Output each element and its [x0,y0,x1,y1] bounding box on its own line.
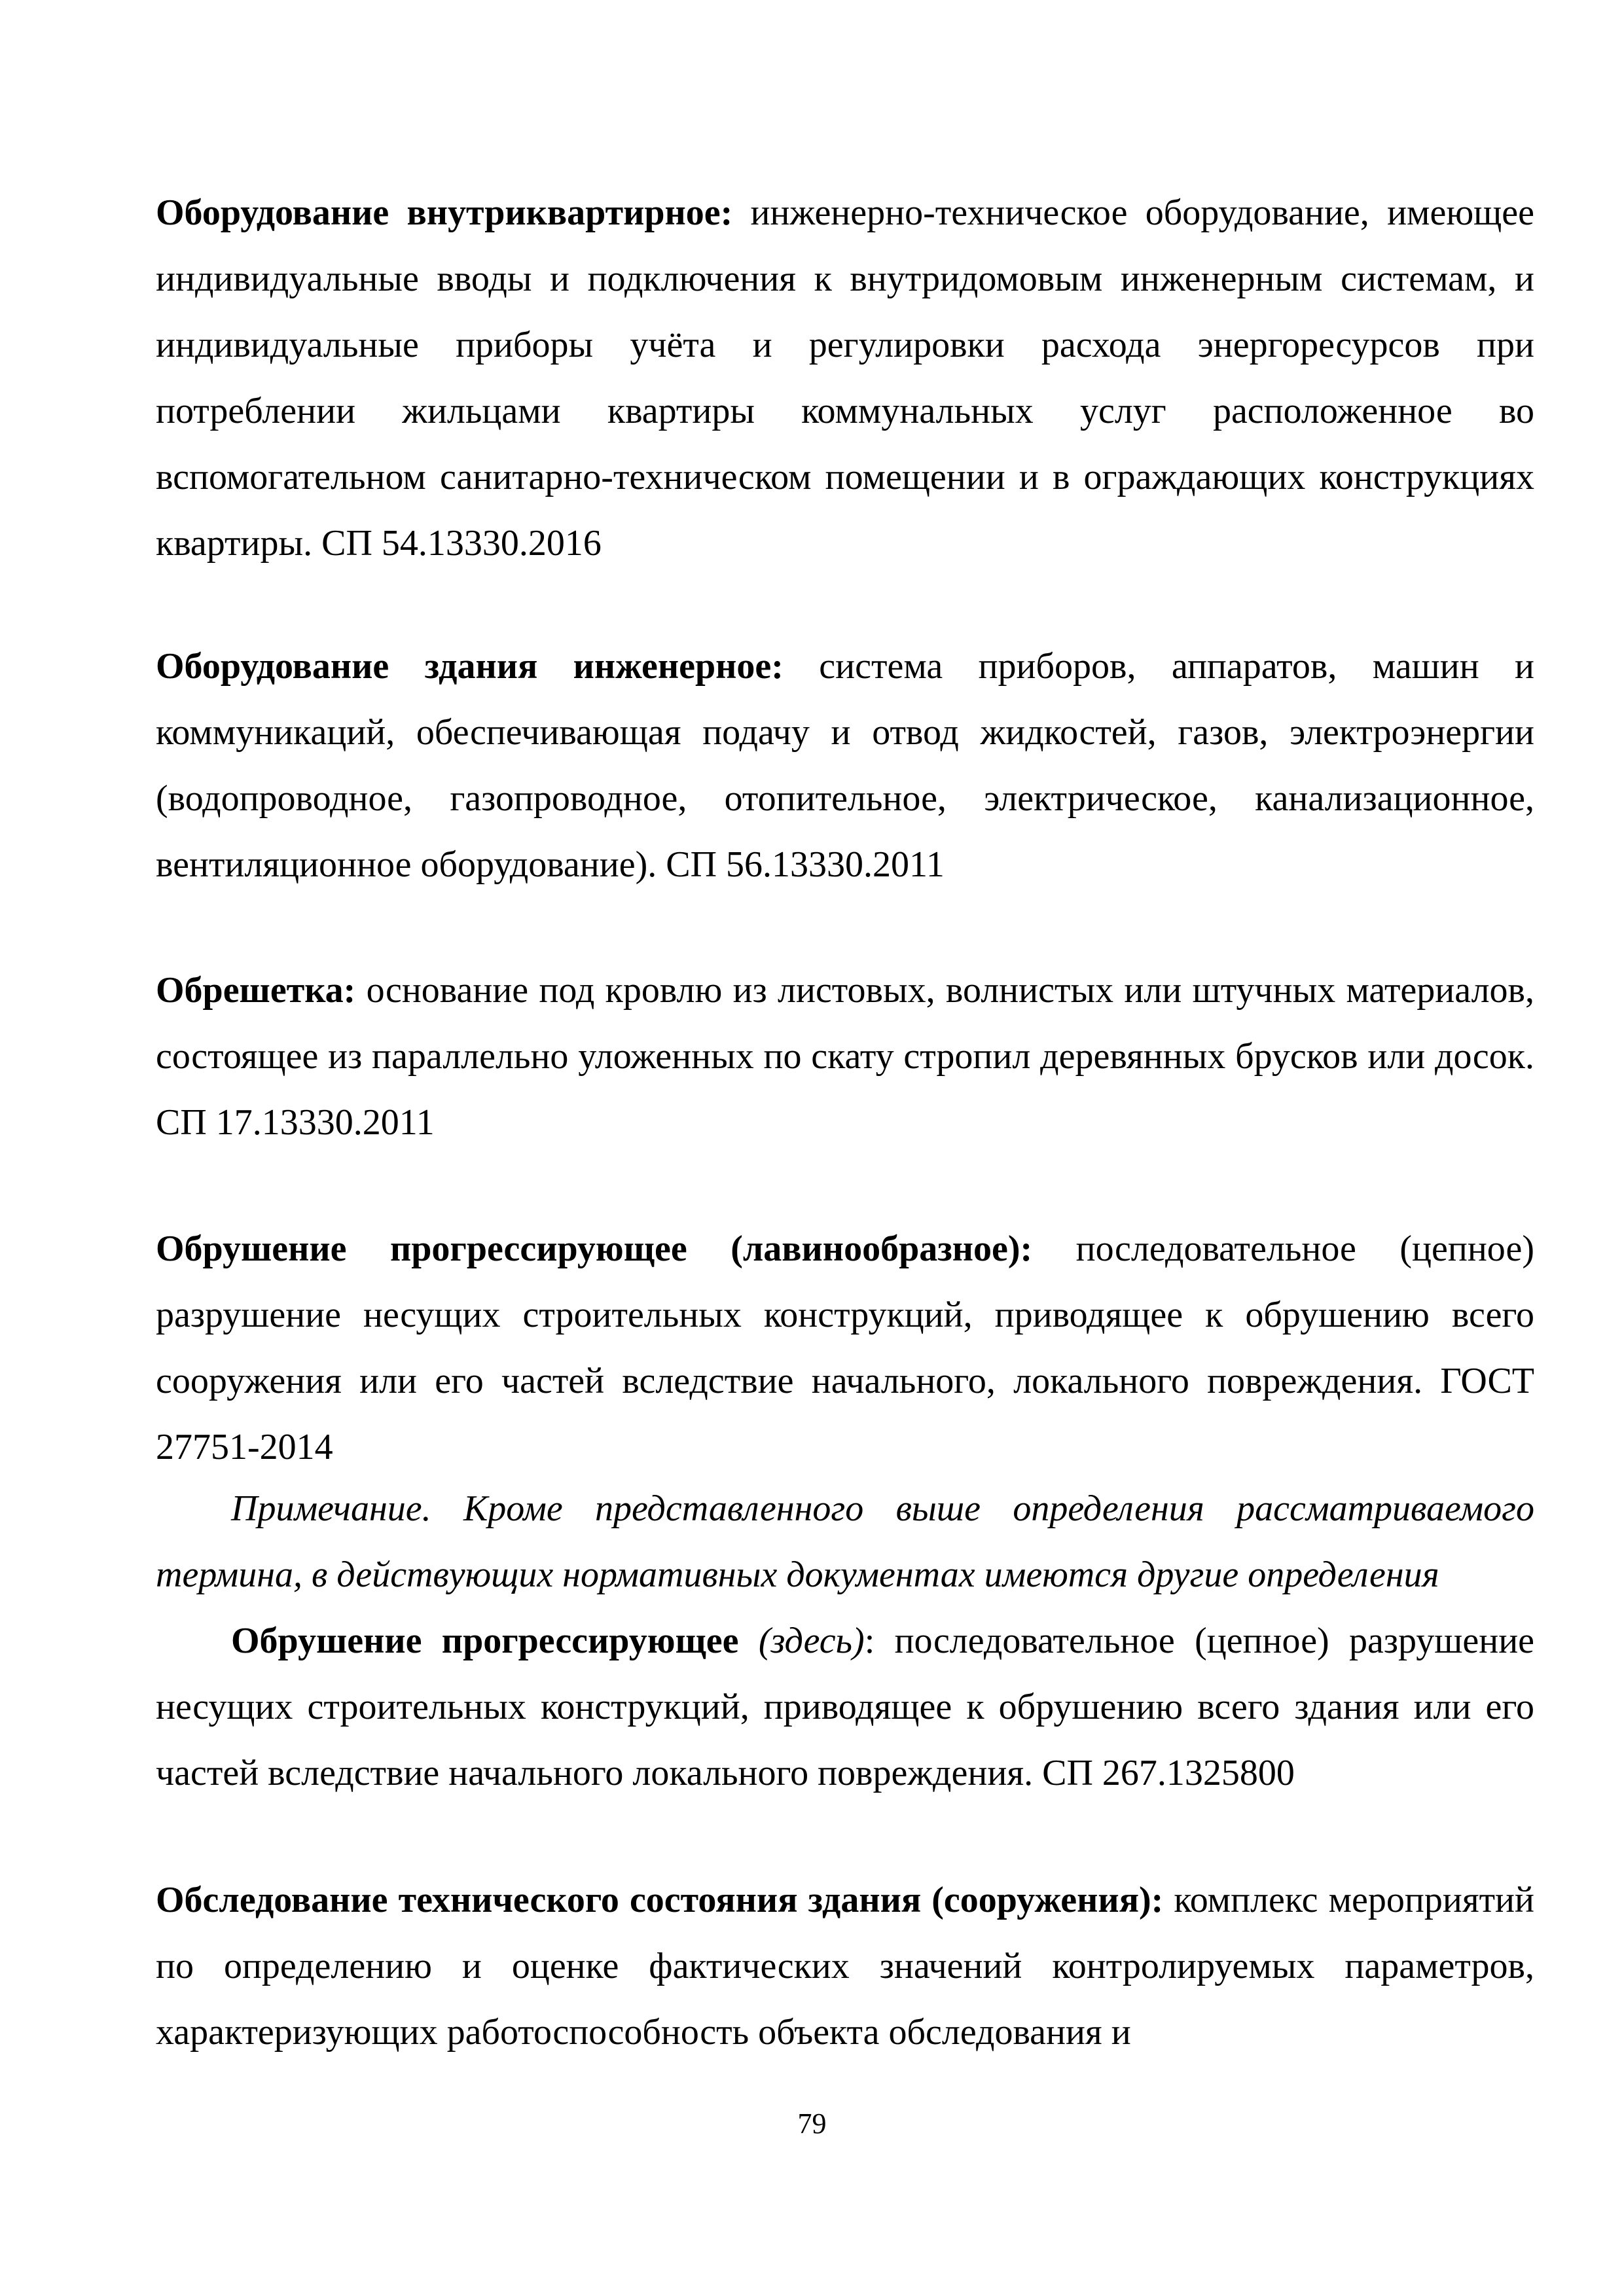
term: Обрушение прогрессирующее (лавинообразное): [156,1229,1033,1269]
term: Оборудование здания инженерное: [156,646,784,687]
qualifier: (здесь) [738,1621,865,1661]
term: Обрушение прогрессирующее [231,1621,739,1661]
entry-lathing [156,958,1534,1156]
definition: последовательное (цепное) разрушение несущих строительных конструкций, приводящее к обрушению всего сооружения или его частей вследствие начального, локального повреждения. ГОСТ 27751-2014 [156,1229,1534,1467]
entry-building-engineering-equipment [156,634,1534,898]
page-number: 79 [797,2108,827,2140]
entry-equipment-in-apartment [156,180,1534,577]
entry-progressive-collapse [156,1216,1534,1480]
definition: комплекс мероприятий по определению и оценке фактических значений контролируемых параметров, характеризующих работоспособность объекта обследования и [156,1880,1534,2053]
entry-technical-condition-survey [156,1867,1534,2066]
definition: система приборов, аппаратов, машин и коммуникаций, обеспечивающая подачу и отвод жидкостей, газов, электроэнергии (водопроводное, газопроводное, отопительное, электрическое, канализационное, вентиляционное оборудование). СП 56.13330.2011 [156,646,1534,885]
term: Обрешетка: [156,970,356,1011]
definition: инженерно-техническое оборудование, имеющее индивидуальные вводы и подключения к внутридомовым инженерным системам, и индивидуальные приборы учёта и регулировки расхода энергоресурсов при потреблении жильцами квартиры коммунальных услуг расположенное во вспомогательном санитарно-техническом помещении и в ограждающих конструкциях квартиры. СП 54.13330.2016 [156,192,1534,564]
term: Оборудование внутриквартирное: [156,192,733,233]
entry-progressive-collapse-here [156,1608,1534,1806]
definition: основание под кровлю из листовых, волнистых или штучных материалов, состоящее из параллельно уложенных по скату стропил деревянных брусков или досок. СП 17.13330.2011 [156,970,1534,1143]
note-paragraph: Примечание. Кроме представленного выше определения рассматриваемого термина, в действующих нормативных документах имеются другие определения [156,1488,1534,1595]
term: Обследование технического состояния здания (сооружения): [156,1880,1164,1920]
definition: : последовательное (цепное) разрушение несущих строительных конструкций, приводящее к обрушению всего здания или его частей вследствие начального локального повреждения. СП 267.1325800 [156,1621,1535,1793]
